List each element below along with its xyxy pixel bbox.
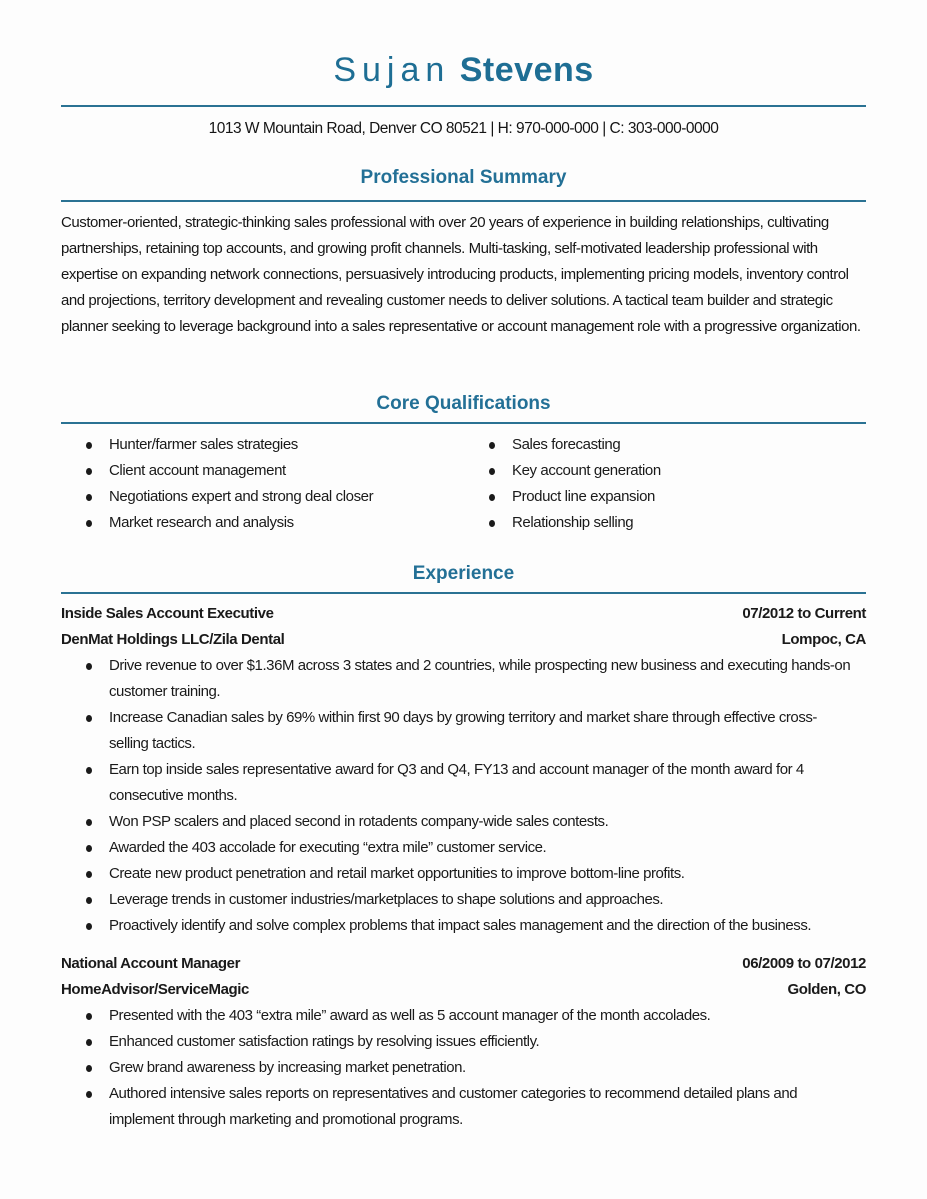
job-title: National Account Manager [61,955,241,972]
bullet-icon [489,468,495,475]
qualifications-right-list [464,432,864,536]
job-duties [61,1003,866,1133]
bullet-icon [86,845,92,852]
summary-text: Customer-oriented, strategic-thinking sales professional with over 20 years of experience in building relationships, cultivating partnerships, retaining top accounts, and growing profit channels. Multi-tasking, self-motivated leadership professional with expertise on expanding network connections, persuasively introducing products, implementing pricing models, inventory control and projections, territory development and revealing customer needs to deliver solutions. A tactical team builder and strategic planner seeking to leverage background into a sales representative or account management role with a progressive organization. [61,214,861,335]
summary-heading: Professional Summary [360,167,567,188]
qualification-item: Client account management [61,458,461,484]
duty-item: Authored intensive sales reports on representatives and customer categories to recommend detailed plans and implement through marketing and promotional programs. [61,1081,866,1133]
duty-item: Drive revenue to over $1.36M across 3 states and 2 countries, while prospecting new business and executing hands-on customer training. [61,653,866,705]
job-location: Golden, CO [787,981,866,998]
header-divider [61,105,866,107]
qualification-item: Key account generation [464,458,864,484]
job-dates: 07/2012 to Current [742,605,866,622]
bullet-icon [86,715,92,722]
last-name: Stevens [459,51,594,89]
bullet-icon [86,1039,92,1046]
bullet-icon [86,468,92,475]
job-duties [61,653,866,939]
bullet-icon [86,819,92,826]
duty-item: Increase Canadian sales by 69% within first 90 days by growing territory and market share through effective cross-selling tactics. [61,705,866,757]
duty-item: Presented with the 403 “extra mile” award as well as 5 account manager of the month accolades. [61,1003,866,1029]
qualification-item: Negotiations expert and strong deal closer [61,484,461,510]
bullet-icon [86,871,92,878]
first-name: Sujan [333,51,451,89]
bullet-icon [86,442,92,449]
experience-divider [61,592,866,594]
bullet-icon [86,1065,92,1072]
duty-item: Won PSP scalers and placed second in rotadents company-wide sales contests. [61,809,866,835]
candidate-name [61,50,866,90]
qualification-item: Product line expansion [464,484,864,510]
qualification-item: Sales forecasting [464,432,864,458]
bullet-icon [86,1091,92,1098]
job-location: Lompoc, CA [781,631,866,648]
experience-heading: Experience [412,563,515,584]
job-company: DenMat Holdings LLC/Zila Dental [61,631,285,648]
bullet-icon [86,520,92,527]
duty-item: Earn top inside sales representative award for Q3 and Q4, FY13 and account manager of the month award for 4 consecutive months. [61,757,866,809]
job-entry [61,601,866,939]
job-entry [61,951,866,1133]
bullet-icon [86,897,92,904]
duty-item: Create new product penetration and retail market opportunities to improve bottom-line profits. [61,861,866,887]
bullet-icon [86,663,92,670]
duty-item: Proactively identify and solve complex problems that impact sales management and the direction of the business. [61,913,866,939]
bullet-icon [489,494,495,501]
job-dates: 06/2009 to 07/2012 [742,955,866,972]
qualification-item: Market research and analysis [61,510,461,536]
job-company: HomeAdvisor/ServiceMagic [61,981,249,998]
job-title: Inside Sales Account Executive [61,605,274,622]
bullet-icon [489,520,495,527]
bullet-icon [86,923,92,930]
duty-item: Enhanced customer satisfaction ratings by resolving issues efficiently. [61,1029,866,1055]
bullet-icon [489,442,495,449]
duty-item: Awarded the 403 accolade for executing “extra mile” customer service. [61,835,866,861]
bullet-icon [86,1013,92,1020]
qualification-item: Hunter/farmer sales strategies [61,432,461,458]
qualifications-heading: Core Qualifications [376,393,551,414]
bullet-icon [86,767,92,774]
bullet-icon [86,494,92,501]
contact-info: 1013 W Mountain Road, Denver CO 80521 | H: 970-000-000 | C: 303-000-0000 [208,120,719,137]
summary-divider [61,200,866,202]
qualifications-left-list [61,432,461,536]
qualification-item: Relationship selling [464,510,864,536]
duty-item: Leverage trends in customer industries/marketplaces to shape solutions and approaches. [61,887,866,913]
qualifications-divider [61,422,866,424]
duty-item: Grew brand awareness by increasing market penetration. [61,1055,866,1081]
